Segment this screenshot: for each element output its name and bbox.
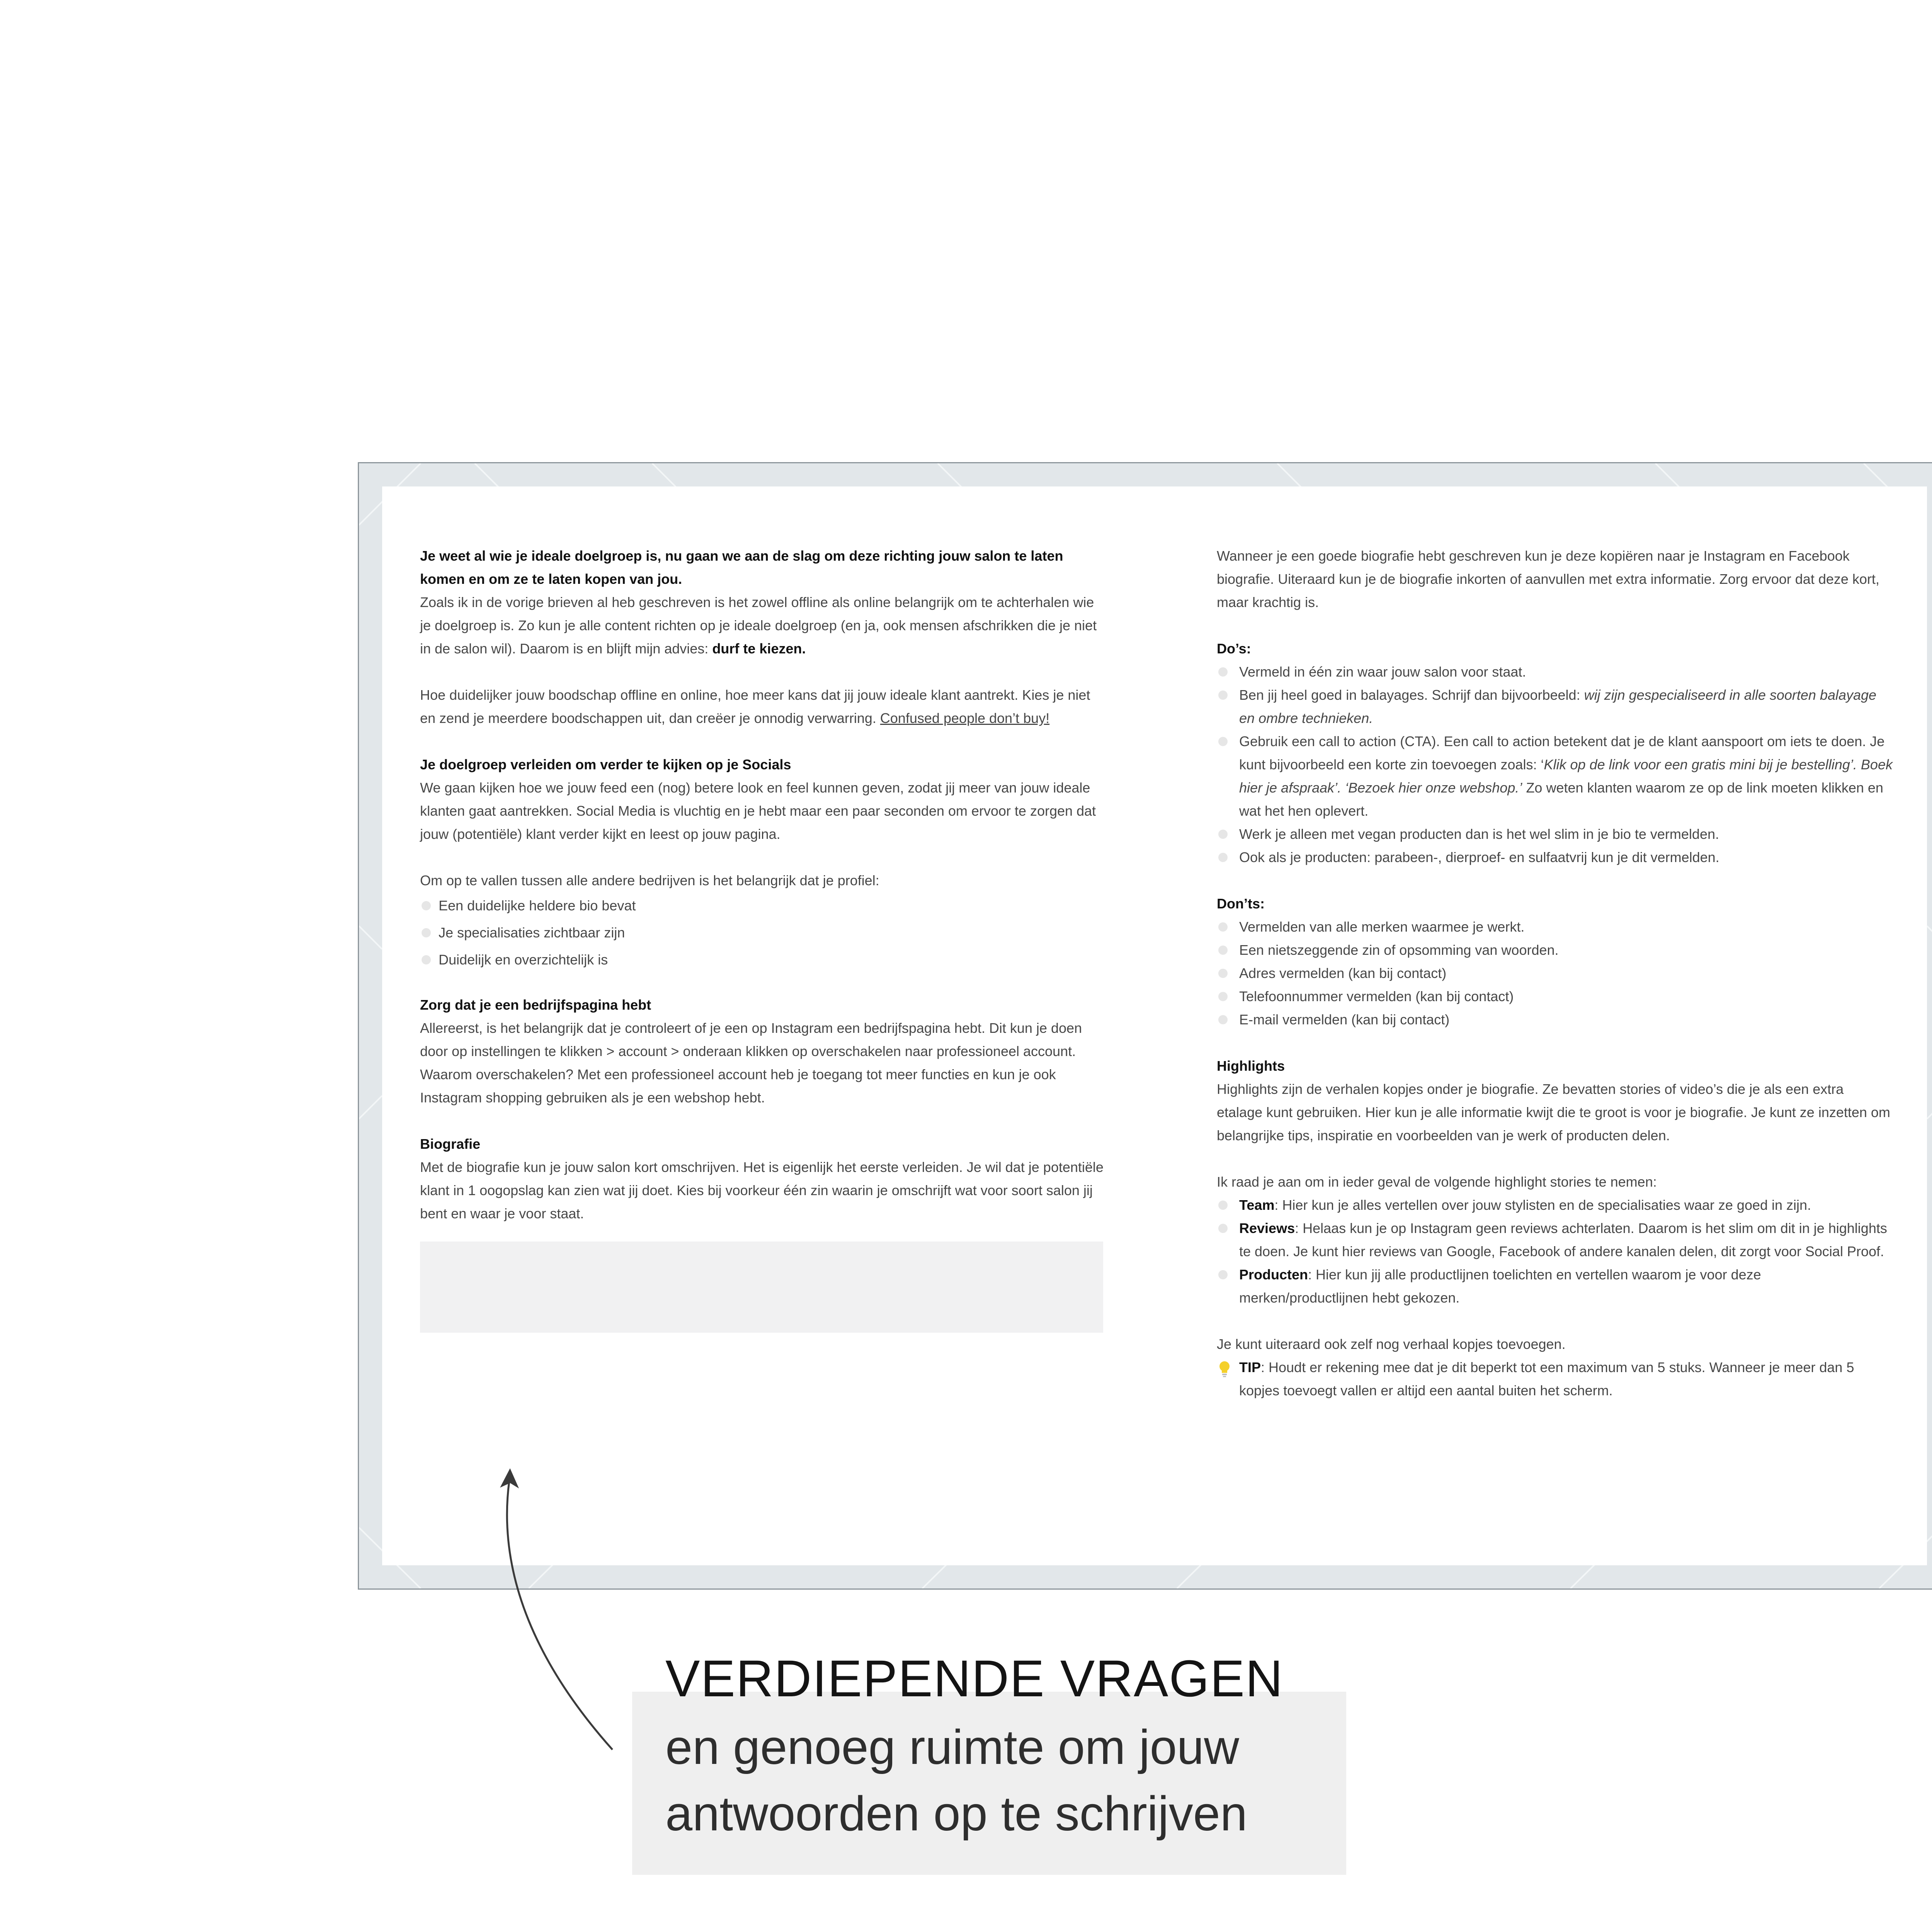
bullet-icon <box>1218 690 1228 700</box>
biography-heading: Biografie <box>420 1136 481 1152</box>
list-item-text: Werk je alleen met vegan producten dan is het wel slim in je bio te vermelden. <box>1239 826 1719 842</box>
bullet-icon <box>1218 922 1228 932</box>
bullet-icon <box>1218 1270 1228 1279</box>
list-item <box>1217 730 1893 823</box>
callout-line-2: antwoorden op te schrijven <box>665 1786 1247 1841</box>
bullet-icon <box>422 928 431 937</box>
tip-block <box>1217 1356 1893 1402</box>
list-item-text: Ook als je producten: parabeen-, dierproef- en sulfaatvrij kun je dit vermelden. <box>1239 849 1719 865</box>
socials-heading: Je doelgroep verleiden om verder te kijken op je Socials <box>420 757 791 772</box>
list-item-example: Klik op de link voor een gratis mini bij je bestelling’. Boek hier je afspraak’. ‘Bezoek hier onze webshop.’ <box>1239 757 1893 796</box>
story-text: : Hier kun je alles vertellen over jouw stylisten en de specialisaties waar ze goed in zijn. <box>1274 1197 1811 1213</box>
story-text: : Helaas kun je op Instagram geen reviews achterlaten. Daarom is het slim om dit in je highlights te doen. Je kunt hier reviews van Google, Facebook of andere kanalen delen, dit zorgt voor Social Proof. <box>1239 1220 1887 1259</box>
list-item <box>1217 985 1893 1008</box>
list-item <box>1217 823 1893 846</box>
callout-title: VERDIEPENDE VRAGEN <box>665 1650 1284 1708</box>
story-label: Team <box>1239 1197 1275 1213</box>
intro-text-body: Zoals ik in de vorige brieven al heb geschreven is het zowel offline als online belangrijk om te achterhalen wie je doelgroep is. Zo kun je alle content richten op je ideale doelgroep (en ja, ook mensen afschrikken die je niet in de salon wil). Daarom is en blijft mijn advies: <box>420 594 1097 656</box>
bullet-icon <box>1218 737 1228 746</box>
bullet-icon <box>1218 946 1228 955</box>
list-item-text: Telefoonnummer vermelden (kan bij contact) <box>1239 988 1514 1004</box>
bullet-icon <box>1218 992 1228 1001</box>
story-label: Producten <box>1239 1267 1308 1282</box>
intro-text <box>420 591 1108 660</box>
callout-line-1: en genoeg ruimte om jouw <box>665 1720 1239 1774</box>
story-text: : Hier kun jij alle productlijnen toelichten en vertellen waarom je voor deze merken/productlijnen hebt gekozen. <box>1239 1267 1761 1306</box>
list-item-text: Je specialisaties zichtbaar zijn <box>439 925 625 940</box>
biography-text: Met de biografie kun je jouw salon kort omschrijven. Het is eigenlijk het eerste verleiden. Je wil dat je potentiële klant in 1 oogopslag kan zien wat jij doet. Kies bij voorkeur één zin waarin je omschrijft wat voor soort salon jij bent en waar je voor staat. <box>420 1159 1104 1221</box>
bullet-icon <box>1218 969 1228 978</box>
bullet-icon <box>1218 853 1228 862</box>
dos-list <box>1217 660 1893 869</box>
list-item <box>1217 1263 1893 1310</box>
callout-subtitle <box>665 1714 1247 1847</box>
list-item <box>1217 684 1893 730</box>
bullet-icon <box>1218 1224 1228 1233</box>
list-item <box>1217 1008 1893 1031</box>
list-item <box>420 946 1108 973</box>
confused-people-link[interactable]: Confused people don’t buy! <box>880 710 1050 726</box>
list-item <box>1217 939 1893 962</box>
list-item-text: E-mail vermelden (kan bij contact) <box>1239 1012 1450 1027</box>
intro-emphasis: durf te kiezen. <box>712 641 806 656</box>
bullet-icon <box>1218 667 1228 677</box>
bullet-icon <box>1218 1015 1228 1024</box>
business-page-heading: Zorg dat je een bedrijfspagina hebt <box>420 997 651 1013</box>
list-item <box>1217 1217 1893 1263</box>
paragraph-2 <box>420 684 1108 730</box>
donts-list <box>1217 915 1893 1031</box>
closing-text: Je kunt uiteraard ook zelf nog verhaal kopjes toevoegen. <box>1217 1336 1566 1352</box>
tip-label: TIP <box>1239 1359 1261 1375</box>
bullet-icon <box>1218 1201 1228 1210</box>
list-item <box>1217 1194 1893 1217</box>
right-column <box>1217 544 1893 1402</box>
list-item-text: Gebruik een call to action (CTA). Een call to action betekent dat je de klant aanspoort om iets te doen. Je kunt bijvoorbeeld een korte zin toevoegen zoals: ‘ <box>1239 733 1885 772</box>
donts-heading: Don’ts: <box>1217 896 1265 912</box>
document-spread <box>358 462 1932 1590</box>
stories-list <box>1217 1194 1893 1310</box>
bullet-icon <box>1218 830 1228 839</box>
tip-item <box>1217 1356 1893 1402</box>
lightbulb-icon <box>1217 1360 1232 1378</box>
dos-heading: Do’s: <box>1217 641 1251 656</box>
list-item-example: wij zijn gespecialiseerd in alle soorten balayage en ombre technieken. <box>1239 687 1877 726</box>
list-item <box>420 919 1108 946</box>
highlights-text: Highlights zijn de verhalen kopjes onder je biografie. Ze bevatten stories of video’s die je als een extra etalage kunt gebruiken. Hier kun je alle informatie kwijt die te groot is voor je biografie. Je kunt ze inzetten om belangrijke tips, inspiratie en voorbeelden van je werk of producten delen. <box>1217 1081 1890 1143</box>
paragraph-2-body: Hoe duidelijker jouw boodschap offline en online, hoe meer kans dat jij jouw ideale klant aantrekt. Kies je niet en zend je meerdere boodschappen uit, dan creëer je onnodig verwarring. <box>420 687 1090 726</box>
answer-box[interactable] <box>420 1242 1103 1333</box>
list-item <box>1217 660 1893 684</box>
left-column <box>420 544 1108 1333</box>
document-page <box>382 486 1927 1565</box>
socials-text: We gaan kijken hoe we jouw feed een (nog) betere look en feel kunnen geven, zodat jij meer van jouw ideale klanten gaat aantrekken. Social Media is vluchtig en je hebt maar een paar seconden om ervoor te zorgen dat jouw (potentiële) klant verder kijkt en leest op jouw pagina. <box>420 780 1096 842</box>
list-item-text: Vermelden van alle merken waarmee je werkt. <box>1239 919 1525 935</box>
list-item-text: Vermeld in één zin waar jouw salon voor staat. <box>1239 664 1526 680</box>
stories-intro: Ik raad je aan om in ieder geval de volgende highlight stories te nemen: <box>1217 1174 1657 1190</box>
list-item <box>1217 846 1893 869</box>
list-item-text: Adres vermelden (kan bij contact) <box>1239 965 1447 981</box>
list-item-text: Een nietszeggende zin of opsomming van woorden. <box>1239 942 1559 958</box>
highlights-heading: Highlights <box>1217 1058 1285 1074</box>
profile-list <box>420 892 1108 973</box>
list-item <box>420 892 1108 919</box>
profile-list-intro: Om op te vallen tussen alle andere bedrijven is het belangrijk dat je profiel: <box>420 872 879 888</box>
list-item-text: Ben jij heel goed in balayages. Schrijf dan bijvoorbeeld: <box>1239 687 1580 703</box>
bullet-icon <box>422 955 431 964</box>
business-page-text: Allereerst, is het belangrijk dat je controleert of je een op Instagram een bedrijfspagina hebt. Dit kun je doen door op instellingen te klikken > account > onderaan klikken op overschakelen naar professioneel account. Waarom overschakelen? Met een professioneel account heb je toegang tot meer functies en kun je ook Instagram shopping gebruiken als je een webshop hebt. <box>420 1020 1082 1105</box>
list-item <box>1217 915 1893 939</box>
list-item-text: Een duidelijke heldere bio bevat <box>439 898 636 913</box>
story-label: Reviews <box>1239 1220 1295 1236</box>
list-item-text-end: Zo weten klanten waarom ze op de link moeten klikken en wat het hen oplevert. <box>1239 780 1883 819</box>
list-item-text: Duidelijk en overzichtelijk is <box>439 952 608 968</box>
bullet-icon <box>422 901 431 910</box>
tip-text: : Houdt er rekening mee dat je dit beperkt tot een maximum van 5 stuks. Wanneer je meer dan 5 kopjes toevoegt vallen er altijd een aantal buiten het scherm. <box>1239 1359 1854 1398</box>
right-intro-text: Wanneer je een goede biografie hebt geschreven kun je deze kopiëren naar je Instagram en Facebook biografie. Uiteraard kun je de biografie inkorten of aanvullen met extra informatie. Zorg ervoor dat deze kort, maar krachtig is. <box>1217 548 1879 610</box>
intro-bold: Je weet al wie je ideale doelgroep is, nu gaan we aan de slag om deze richting jouw salon te laten komen en om ze te laten kopen van jou. <box>420 548 1063 587</box>
list-item <box>1217 962 1893 985</box>
